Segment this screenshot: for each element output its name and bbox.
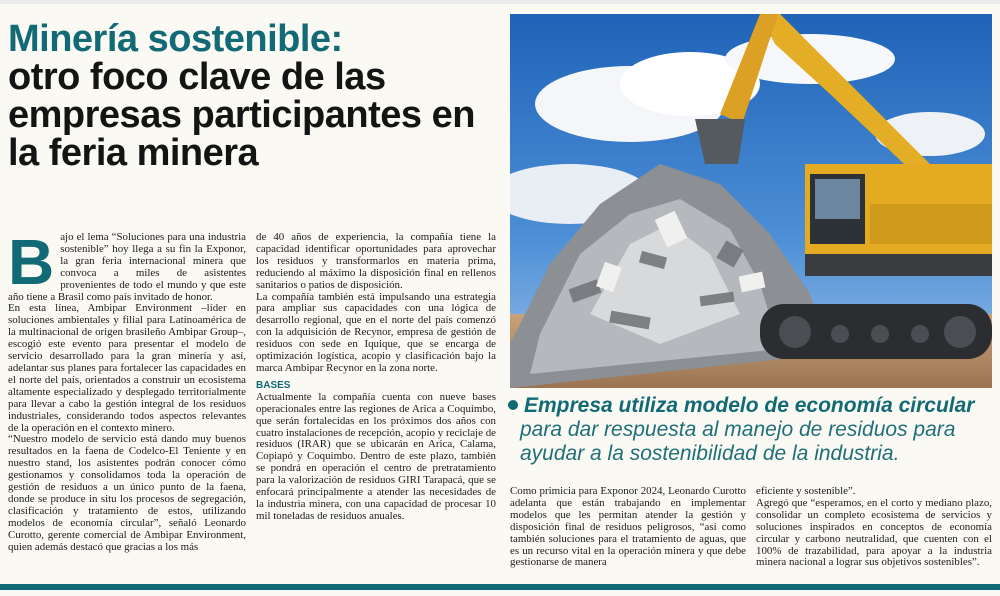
article-paragraph: Como primicia para Exponor 2024, Leonardo Curotto adelanta que están trabajando en implementar modelos que les permitan atender la gestión y disposición final de residuos peligrosos, “así como también soluciones para el tratamiento de aguas, que es un recurso vital en la operación minera y que debe gestionarse de manera — [510, 485, 746, 569]
headline-line-2: otro foco clave de las empresas participantes en la feria minera — [8, 56, 475, 174]
article-column-2 — [256, 232, 496, 523]
headline — [8, 20, 488, 172]
caption-lead — [508, 394, 994, 418]
article-paragraph: En esta línea, Ambipar Environment –líder en soluciones ambientales y filial para Latinoamérica de la multinacional de origen brasileño Ambipar Group–, escogió este evento para presentar el modelo de servicio desarrollado para la gran minería y así, adelantar sus planes para fortalecer las capacidades en el norte del país, orientados a construir un ecosistema altamente especializado y desplegado territorialmente para llevar a cabo la gestión integral de los residuos industriales, considerando todos aspectos relevantes de la operación en el contexto minero. — [8, 302, 246, 434]
article-paragraph: de 40 años de experiencia, la compañía tiene la capacidad identificar oportunidades para aprovechar los residuos y transformarlos en materia prima, reduciendo al máximo la disposición final en rellenos sanitarios o patios de disposición. — [256, 231, 496, 291]
article-column-3 — [510, 486, 746, 569]
excavator-scrap-photo — [510, 14, 992, 388]
headline-line-1: Minería sostenible: — [8, 18, 343, 60]
section-label-bases: BASES — [256, 379, 291, 391]
caption-lead-text: Empresa utiliza modelo de economía circular — [524, 394, 975, 417]
bullet-dot-icon — [508, 400, 518, 410]
article-text: ajo el lema “Soluciones para una industria sostenible” hoy llega a su fin la Exponor, la gran feria internacional minera que convoca a miles de asistentes provenientes de todo el mundo y que este año tiene a Brasil como país invitado de honor. — [8, 231, 246, 303]
drop-cap: B — [8, 226, 55, 298]
photo-illustration — [510, 14, 992, 388]
article-column-1 — [8, 226, 246, 553]
bottom-rule — [0, 584, 1000, 590]
article-paragraph — [8, 226, 246, 303]
article-paragraph: Agregó que “esperamos, en el corto y mediano plazo, consolidar un completo ecosistema de servicios y soluciones inspirados en conceptos de economía circular y carbono neutralidad, que cuenten con el 100% de trazabilidad, para apoyar a la industria minera nacional a lograr sus objetivos sostenibles”. — [756, 496, 992, 569]
caption-subtext: para dar respuesta al manejo de residuos para ayudar a la sostenibilidad de la industria. — [520, 418, 956, 465]
article-paragraph: La compañía también está impulsando una estrategia para ampliar sus capacidades con una lógica de desarrollo regional, que en el norte del país comenzó con la adquisición de Recynor, empresa de gestión de residuos con sede en Iquique, que se encarga de optimización logística, acopio y clasificación bajo la marca Ambipar Recynor en la zona norte. — [256, 290, 496, 374]
article-paragraph: Actualmente la compañía cuenta con nueve bases operacionales entre las regiones de Arica a Coquimbo, que serán fortalecidas en los próximos dos años con cuatro instalaciones de recepción, acopio y reciclaje de residuos (IRAR) que se ubicarán en Arica, Calama, Copiapó y Coquimbo. Dentro de este plazo, también se pondrá en operación el centro de pretratamiento para la valorización de residuos GIRI Tarapacá, que se enfocará principalmente a atender las necesidades de la industria minera, con una capacidad de procesar 10 mil toneladas de residuos anuales. — [256, 390, 496, 522]
article-paragraph: “Nuestro modelo de servicio está dando muy buenos resultados en la faena de Codelco-El Teniente y en nuestro stand, los asistentes podrán conocer cómo gestionamos y consolidamos toda la operación de gestión de residuos a un único punto de la faena, donde se produce in situ los procesos de segregación, clasificación y tratamiento de estos, utilizando modelos de economía circular”, señaló Leonardo Curotto, gerente comercial de Ambipar Environment, quien además destacó que gracias a los más — [8, 433, 246, 553]
article-column-4 — [756, 486, 992, 569]
article-paragraph: eficiente y sostenible”. — [756, 485, 856, 497]
photo-caption — [508, 394, 994, 466]
top-rule — [0, 0, 1000, 4]
